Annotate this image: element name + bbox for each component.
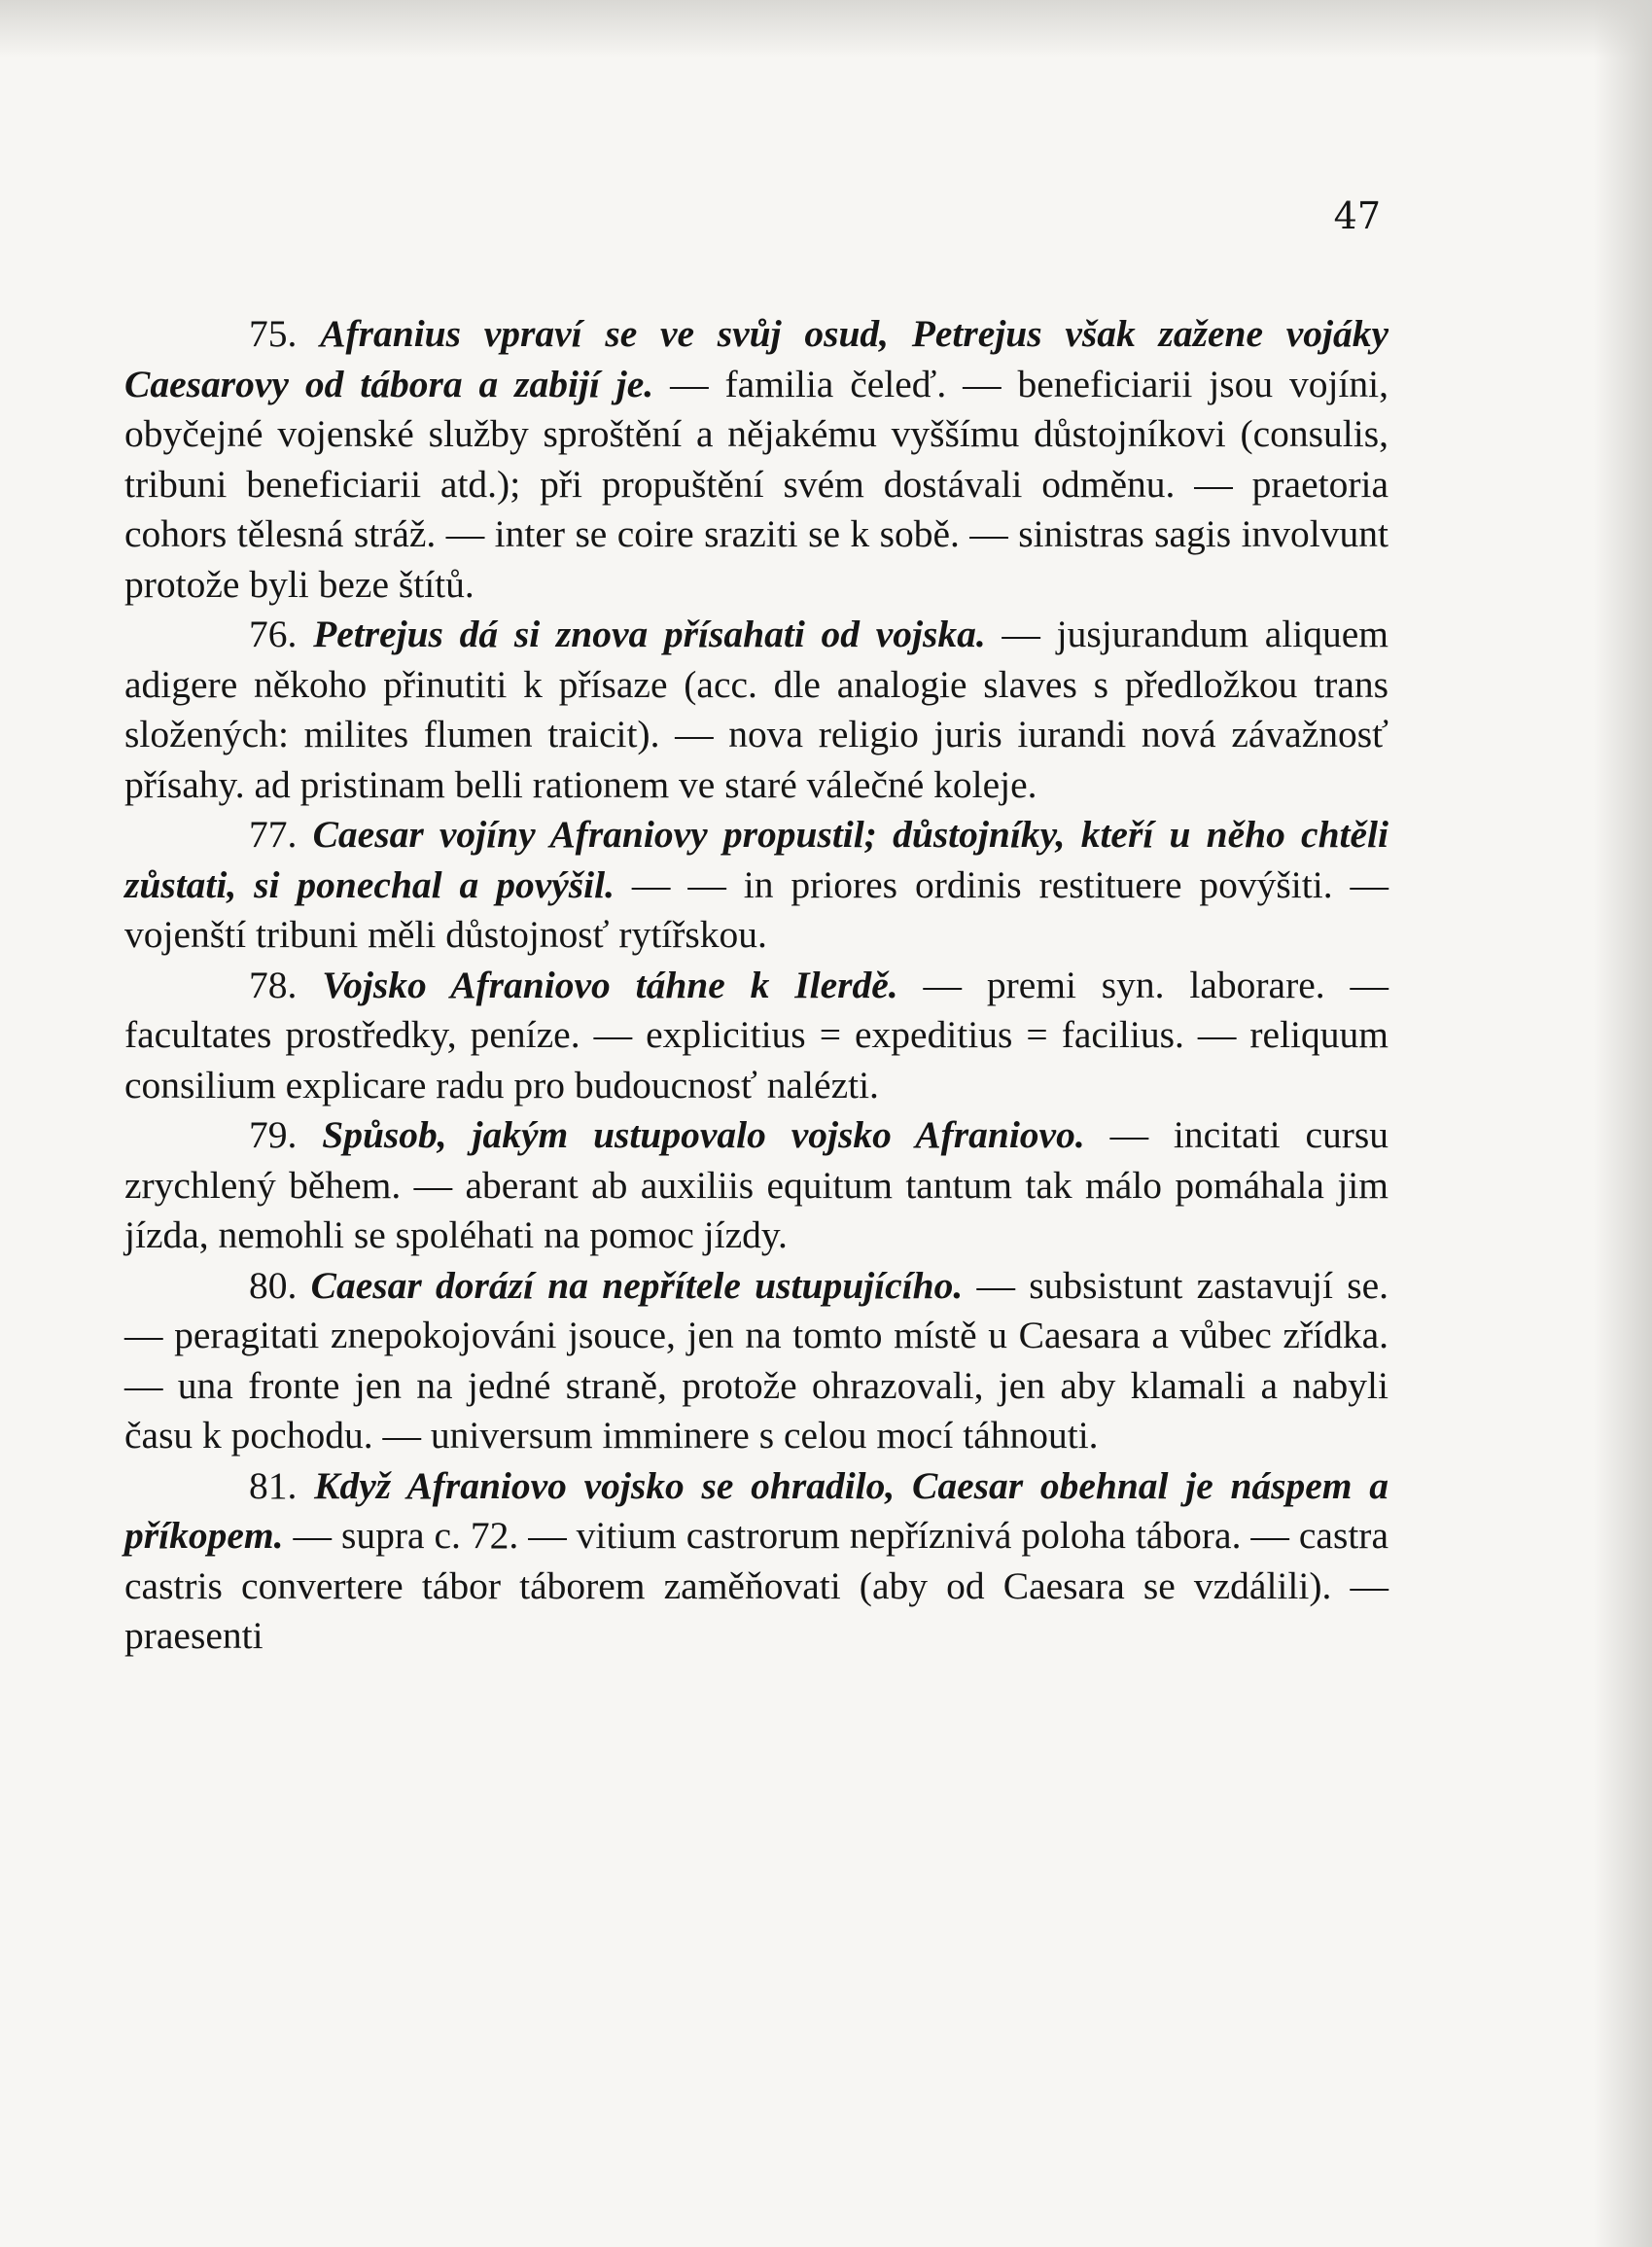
paragraph-77 [124,810,1388,961]
paragraph-79 [124,1110,1388,1261]
paragraph-title: Petrejus dá si znova přísahati od vojska. [313,613,986,655]
paragraph-title: Caesar vojíny Afraniovy propustil; důstojníky, kteří u něho chtěli zůstati, si ponechal a povýšil. [124,813,1388,906]
paragraph-body: — — in priores ordinis restituere povýšiti. — vojenští tribuni měli důstojnosť rytířskou. [124,862,1389,956]
paragraph-body: — incitati cursu zrychlený během. — aberant ab auxiliis equitum tantum tak málo pomáhala jim jízda, nemohli se spoléhati na pomoc jízdy. [124,1113,1389,1256]
paragraph-number: 75. [249,312,298,355]
paragraph-80 [124,1261,1388,1461]
paragraph-81 [124,1461,1388,1662]
paragraph-title: Spůsob, jakým ustupovalo vojsko Afraniovo. [322,1113,1085,1156]
paragraph-number: 76. [249,613,298,655]
paragraph-title: Afranius vpraví se ve svůj osud, Petrejus však zažene vojáky Caesarovy od tábora a zabijí je. [124,312,1389,405]
paragraph-body: — premi syn. laborare. — facultates prostředky, peníze. — explicitius = expeditius = facilius. — reliquum consilium explicare radu pro budoucnosť nalézti. [124,963,1388,1106]
paragraph-76 [124,610,1388,810]
paragraph-number: 77. [249,813,298,856]
paragraph-body: — supra c. 72. — vitium castrorum nepříznivá poloha tábora. — castra castris convertere tábor táborem zaměňovati (aby od Caesara se vzdálili). — praesenti [124,1514,1388,1657]
paragraph-78 [124,961,1388,1111]
paragraph-title: Když Afraniovo vojsko se ohradilo, Caesar obehnal je náspem a příkopem. [124,1463,1388,1557]
paragraph-number: 81. [249,1463,298,1507]
paragraph-body: — subsistunt zastavují se. — peragitati znepokojováni jsouce, jen na tomto místě u Caesara a vůbec zřídka. — una fronte jen na jedné straně, protože ohrazovali, jen aby klamali a nabyli času k pochodu. — universum imminere s celou mocí táhnouti. [124,1263,1389,1457]
paragraph-title: Vojsko Afraniovo táhne k Ilerdě. [322,963,898,1006]
paragraph-number: 78. [249,963,298,1006]
paragraph-title: Caesar dorází na nepřítele ustupujícího. [310,1263,964,1307]
page-number: 47 [1333,194,1381,237]
paragraph-75 [124,309,1388,610]
commentary-text [124,309,1388,1662]
paragraph-number: 79. [249,1113,298,1156]
paragraph-body: — familia čeleď. — beneficiarii jsou vojíni, obyčejné vojenské služby sproštění a nějakému vyššímu důstojníkovi (consulis, tribuni beneficiarii atd.); při propuštění svém dostávali odměnu. — praetoria cohors tělesná stráž. — inter se coire sraziti se k sobě. — sinistras sagis involvunt protože byli beze štítů. [124,362,1389,606]
paragraph-number: 80. [249,1263,298,1307]
paragraph-body: — jusjurandum aliquem adigere někoho přinutiti k přísaze (acc. dle analogie slaves s předložkou trans složených: milites flumen traicit). — nova religio juris iurandi nová závažnosť přísahy. ad pristinam belli rationem ve staré válečné koleje. [124,613,1389,806]
